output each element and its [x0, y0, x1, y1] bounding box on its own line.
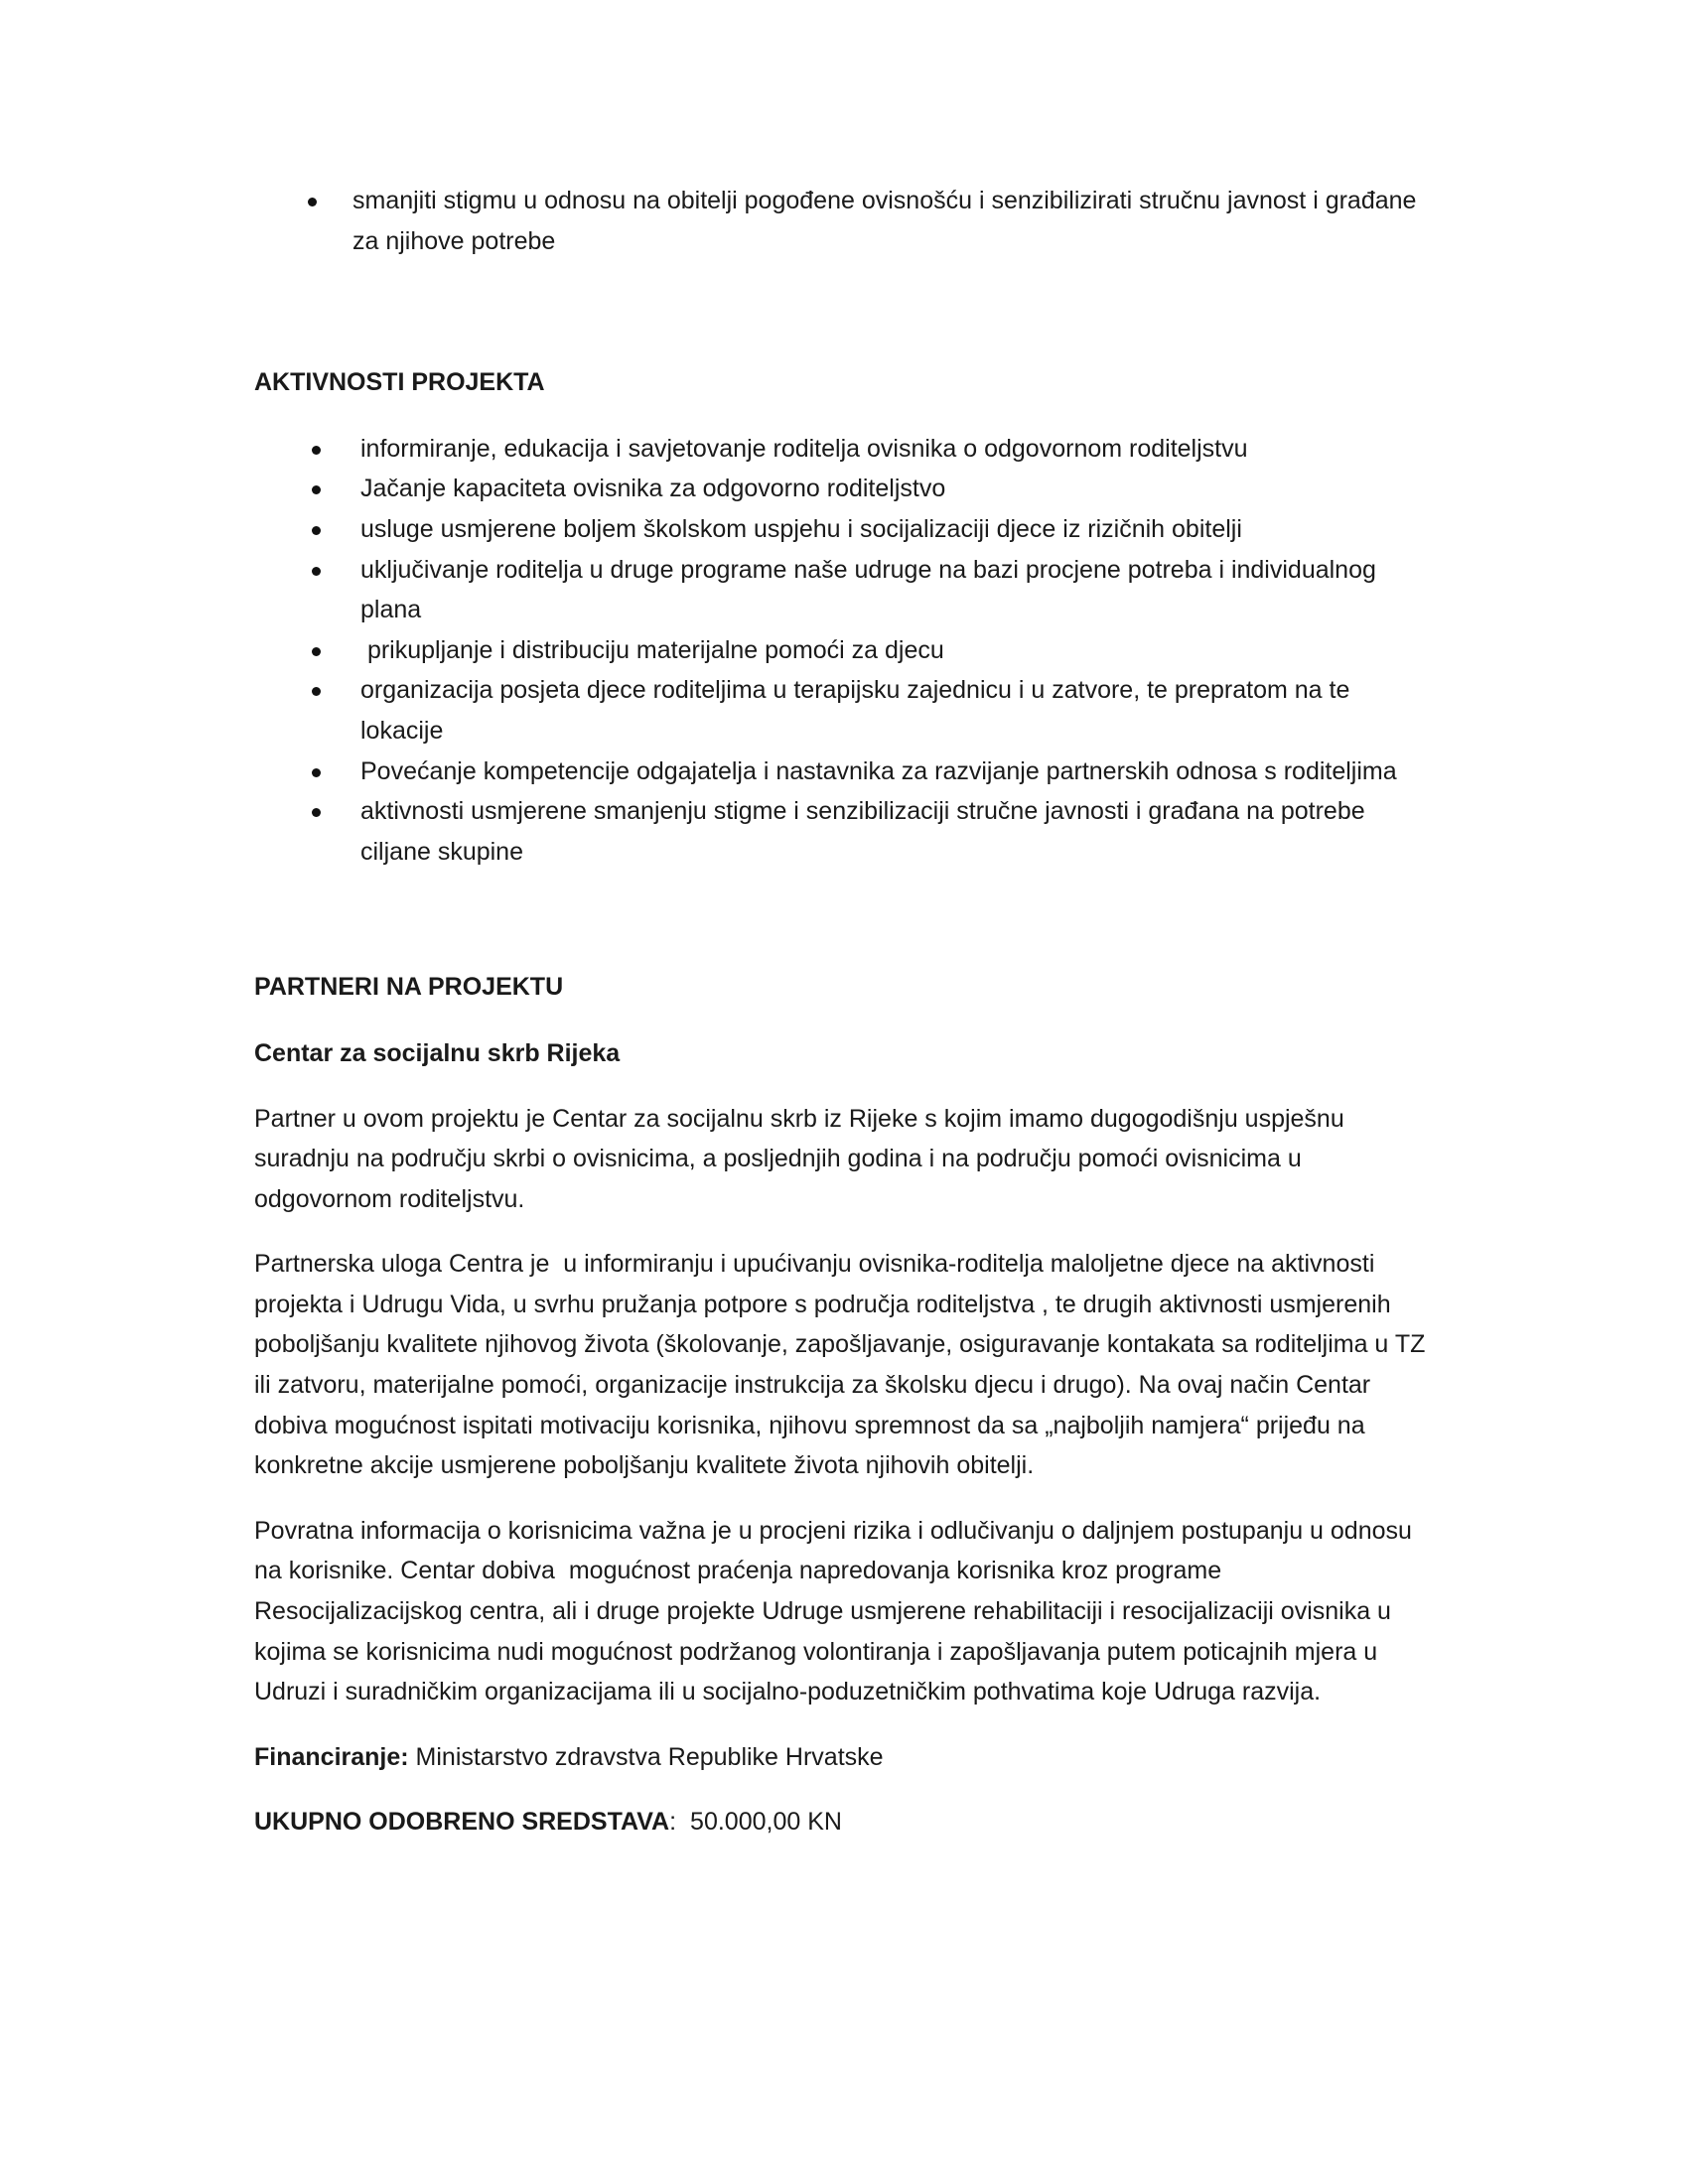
aktivnosti-heading: AKTIVNOSTI PROJEKTA [254, 368, 545, 397]
list-item-text: usluge usmjerene boljem školskom uspjehu i socijalizaciji djece iz rizičnih obitelji [360, 514, 1242, 543]
paragraph: Povratna informacija o korisnicima važna je u procjeni rizika i odlučivanju o daljnjem postupanju u odnosu na korisnike. Centar dobiva mogućnost praćenja napredovanja korisnika kroz programe Resocijalizacijskog centra, ali i druge projekte Udruge usmjerene rehabilitaciji i resocijalizaciji ovisnika u kojima se korisnicima nudi mogućnost podržanog volontiranja i zapošljavanja putem poticajnih mjera u Udruzi i suradničkim organizacijama ili u socijalno-poduzetničkim pothvatima koje Udruga razvija. [254, 1516, 1419, 1706]
list-item-text: aktivnosti usmjerene smanjenju stigme i senzibilizaciji stručne javnosti i građana na potrebe ciljane skupine [360, 797, 1365, 866]
list-item [254, 550, 1436, 630]
document-page [254, 181, 1436, 1843]
list-item [254, 791, 1436, 872]
ukupno-label: UKUPNO ODOBRENO SREDSTAVA [254, 1808, 670, 1837]
bullet-icon [312, 485, 321, 494]
intro-bullet-list [254, 181, 1436, 261]
partneri-heading: PARTNERI NA PROJEKTU [254, 973, 564, 1002]
aktivnosti-section [254, 362, 1436, 872]
list-item [254, 429, 1436, 470]
bullet-icon [312, 526, 321, 535]
bullet-icon [308, 198, 317, 206]
bullet-icon [312, 647, 321, 656]
aktivnosti-list [254, 429, 1436, 873]
list-item [254, 181, 1436, 261]
bullet-icon [312, 768, 321, 777]
financiranje-label: Financiranje: [254, 1742, 409, 1771]
list-item [254, 670, 1436, 751]
ukupno-value: 50.000,00 KN [690, 1808, 842, 1837]
list-item-text: organizacija posjeta djece roditeljima u terapijsku zajednicu i u zatvore, te prepratom na te lokacije [360, 676, 1350, 745]
list-item [254, 469, 1436, 509]
partneri-section [254, 967, 1436, 1712]
partner-name-subheading: Centar za socijalnu skrb Rijeka [254, 1038, 621, 1067]
list-item [254, 751, 1436, 792]
paragraph: Partner u ovom projektu je Centar za socijalnu skrb iz Rijeke s kojim imamo dugogodišnju uspješnu suradnju na području skrbi o ovisnicima, a posljednjih godina i na području pomoći ovisnicima u odgovornom roditeljstvu. [254, 1104, 1344, 1213]
list-item-text: prikupljanje i distribuciju materijalne pomoći za djecu [360, 635, 944, 664]
bullet-icon [312, 808, 321, 817]
bullet-icon [312, 567, 321, 576]
list-item-text: smanjiti stigmu u odnosu na obitelji pogođene ovisnošću i senzibilizirati stručnu javnost i građane za njihove potrebe [352, 187, 1417, 255]
list-item-text: Povećanje kompetencije odgajatelja i nastavnika za razvijanje partnerskih odnosa s roditeljima [360, 756, 1397, 785]
ukupno-colon: : [669, 1808, 677, 1837]
financiranje-value: Ministarstvo zdravstva Republike Hrvatske [415, 1742, 884, 1771]
financiranje-line [254, 1737, 1436, 1778]
bullet-icon [312, 687, 321, 696]
bullet-icon [312, 446, 321, 455]
list-item-text: uključivanje roditelja u druge programe naše udruge na bazi procjene potreba i individualnog plana [360, 555, 1376, 624]
list-item-text: Jačanje kapaciteta ovisnika za odgovorno roditeljstvo [360, 475, 946, 503]
list-item-text: informiranje, edukacija i savjetovanje roditelja ovisnika o odgovornom roditeljstvu [360, 434, 1248, 463]
list-item [254, 630, 1436, 671]
paragraph: Partnerska uloga Centra je u informiranju i upućivanju ovisnika-roditelja maloljetne djece na aktivnosti projekta i Udrugu Vida, u svrhu pružanja potpore s područja roditeljstva , te drugih aktivnosti usmjerenih poboljšanju kvalitete njihovog života (školovanje, zapošljavanje, osiguravanje kontakata sa roditeljima u TZ ili zatvoru, materijalne pomoći, organizacije instrukcija za školsku djecu i drugo). Na ovaj način Centar dobiva mogućnost ispitati motivaciju korisnika, njihovu spremnost da sa „najboljih namjera“ prijeđu na konkretne akcije usmjerene poboljšanju kvalitete života njihovih obitelji. [254, 1250, 1433, 1480]
ukupno-line [254, 1802, 1436, 1843]
list-item [254, 509, 1436, 550]
